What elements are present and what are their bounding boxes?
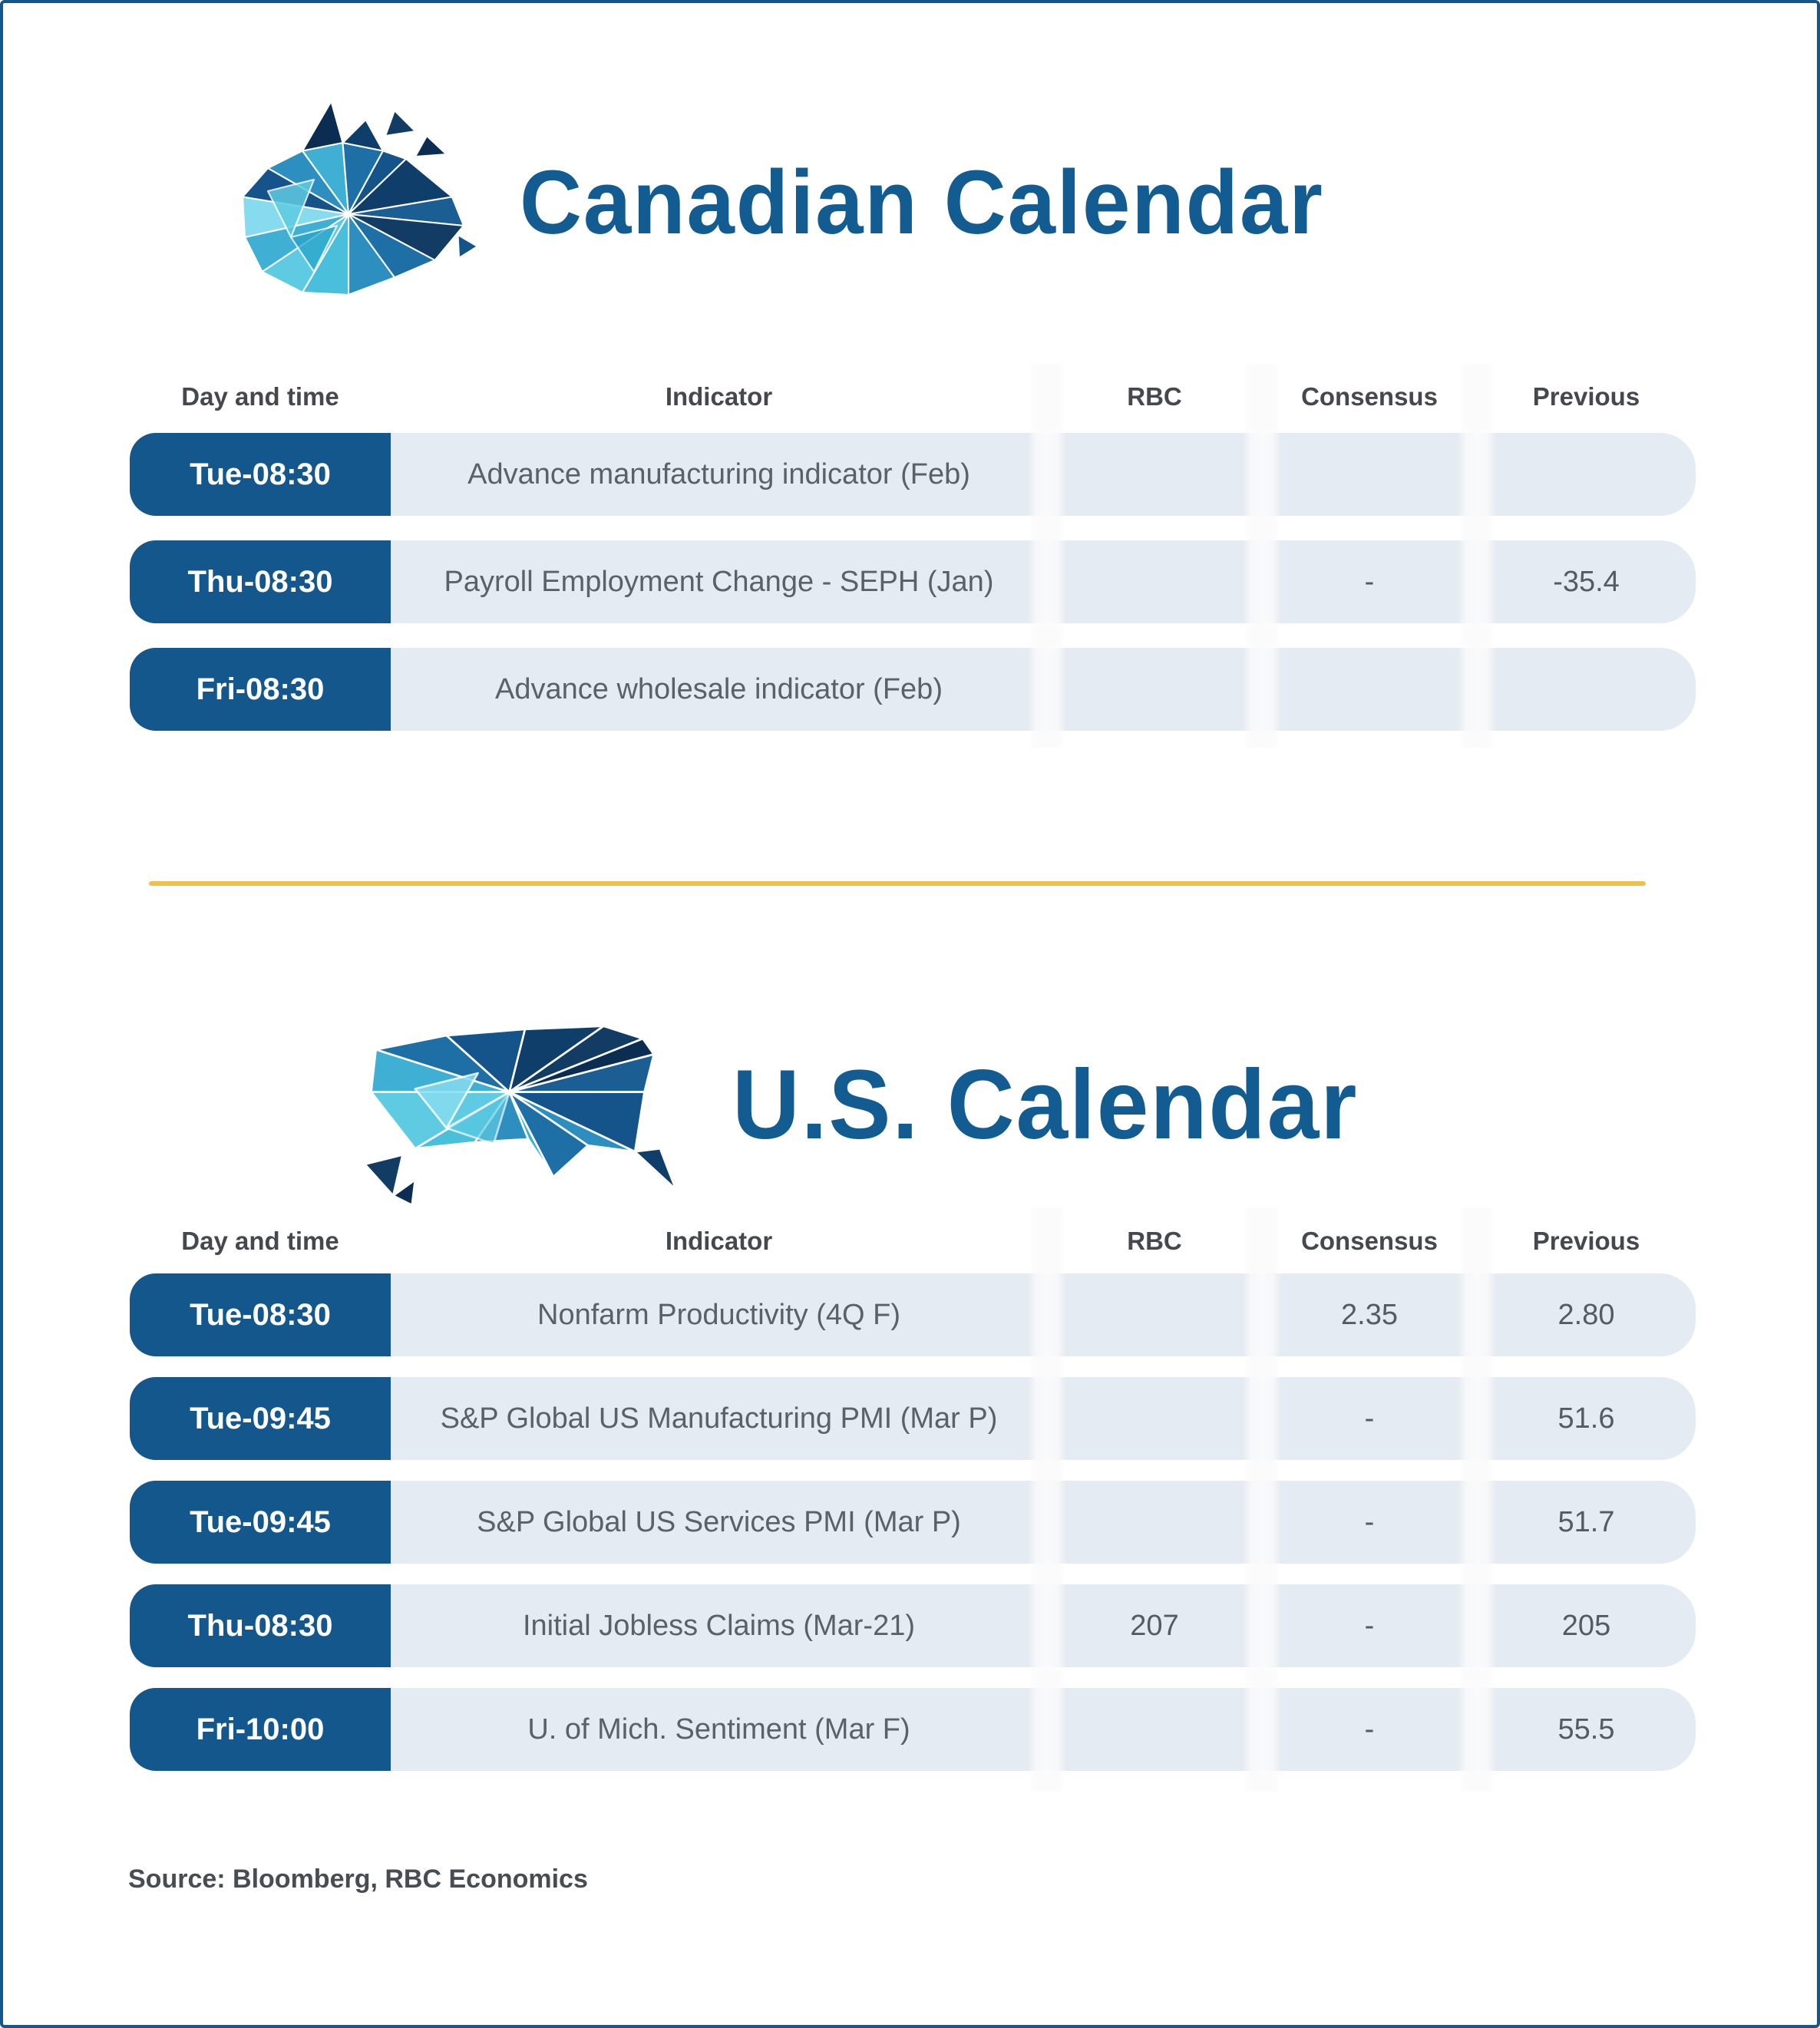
indicator-label: U. of Mich. Sentiment (Mar F) xyxy=(527,1713,910,1746)
calendar-row xyxy=(130,1688,1696,1771)
previous-value: 51.7 xyxy=(1557,1505,1615,1538)
previous-value: -35.4 xyxy=(1553,565,1620,598)
source-note: Source: Bloomberg, RBC Economics xyxy=(128,1865,588,1894)
indicator-label: Advance manufacturing indicator (Feb) xyxy=(467,457,970,490)
col-previous: Previous xyxy=(1532,382,1640,411)
indicator-label: S&P Global US Services PMI (Mar P) xyxy=(477,1505,961,1538)
consensus-value: - xyxy=(1364,565,1375,598)
calendar-row xyxy=(130,433,1696,516)
us-calendar-header xyxy=(352,974,1391,1235)
canadian-calendar-title: Canadian Calendar xyxy=(520,152,1324,253)
calendar-row xyxy=(130,1377,1696,1460)
day-time-pill xyxy=(130,1377,391,1460)
day-time-label: Thu-08:30 xyxy=(187,564,333,599)
calendar-row xyxy=(130,1481,1696,1564)
col-consensus: Consensus xyxy=(1301,382,1438,411)
calendar-row xyxy=(130,648,1696,731)
day-time-pill xyxy=(130,1688,391,1771)
day-time-pill xyxy=(130,540,391,623)
calendar-row-body xyxy=(391,1584,1696,1667)
day-time-pill xyxy=(130,433,391,516)
calendar-row xyxy=(130,540,1696,623)
consensus-value: - xyxy=(1364,1713,1375,1746)
day-time-label: Fri-10:00 xyxy=(196,1712,325,1746)
canadian-rows xyxy=(130,433,1696,731)
consensus-value: - xyxy=(1364,1402,1375,1435)
column-headers xyxy=(130,1222,1696,1260)
consensus-value: 2.35 xyxy=(1341,1298,1398,1331)
us-calendar-table xyxy=(130,1222,1696,1771)
us-rows xyxy=(130,1273,1696,1771)
day-time-pill xyxy=(130,648,391,731)
calendar-row-body xyxy=(391,1688,1696,1771)
indicator-label: Nonfarm Productivity (4Q F) xyxy=(537,1298,900,1331)
col-rbc: RBC xyxy=(1127,382,1182,411)
indicator-label: S&P Global US Manufacturing PMI (Mar P) xyxy=(440,1402,998,1435)
day-time-label: Tue-08:30 xyxy=(190,457,331,491)
us-map-icon xyxy=(352,993,698,1216)
calendar-row-body xyxy=(391,433,1696,516)
calendar-row-body xyxy=(391,1273,1696,1356)
consensus-value: - xyxy=(1364,1505,1375,1538)
calendar-row-body xyxy=(391,1481,1696,1564)
indicator-label: Initial Jobless Claims (Mar-21) xyxy=(522,1609,915,1642)
calendar-row-body xyxy=(391,540,1696,623)
day-time-label: Tue-09:45 xyxy=(190,1401,331,1435)
col-day-time: Day and time xyxy=(181,1227,339,1255)
col-previous: Previous xyxy=(1532,1227,1640,1255)
canadian-calendar-table xyxy=(130,378,1696,731)
day-time-label: Tue-08:30 xyxy=(190,1297,331,1332)
canadian-calendar-header xyxy=(222,61,1366,345)
indicator-label: Payroll Employment Change - SEPH (Jan) xyxy=(444,565,994,598)
day-time-pill xyxy=(130,1481,391,1564)
us-calendar-title: U.S. Calendar xyxy=(732,1049,1359,1160)
calendar-row-body xyxy=(391,648,1696,731)
column-headers xyxy=(130,378,1696,416)
day-time-label: Tue-09:45 xyxy=(190,1504,331,1539)
previous-value: 205 xyxy=(1561,1609,1611,1642)
indicator-label: Advance wholesale indicator (Feb) xyxy=(495,672,943,705)
day-time-pill xyxy=(130,1273,391,1356)
previous-value: 55.5 xyxy=(1557,1713,1615,1746)
previous-value: 51.6 xyxy=(1557,1402,1615,1435)
col-consensus: Consensus xyxy=(1301,1227,1438,1255)
col-day-time: Day and time xyxy=(181,382,339,411)
consensus-value: - xyxy=(1364,1609,1375,1642)
day-time-pill xyxy=(130,1584,391,1667)
calendar-row xyxy=(130,1273,1696,1356)
canada-map-icon xyxy=(222,80,498,325)
col-indicator: Indicator xyxy=(665,1227,773,1255)
day-time-label: Fri-08:30 xyxy=(196,672,325,706)
day-time-label: Thu-08:30 xyxy=(187,1608,333,1643)
calendar-row xyxy=(130,1584,1696,1667)
previous-value: 2.80 xyxy=(1557,1298,1615,1331)
col-indicator: Indicator xyxy=(665,382,773,411)
calendar-row-body xyxy=(391,1377,1696,1460)
col-rbc: RBC xyxy=(1127,1227,1182,1255)
section-divider-line xyxy=(149,881,1646,886)
rbc-value: 207 xyxy=(1130,1609,1179,1642)
